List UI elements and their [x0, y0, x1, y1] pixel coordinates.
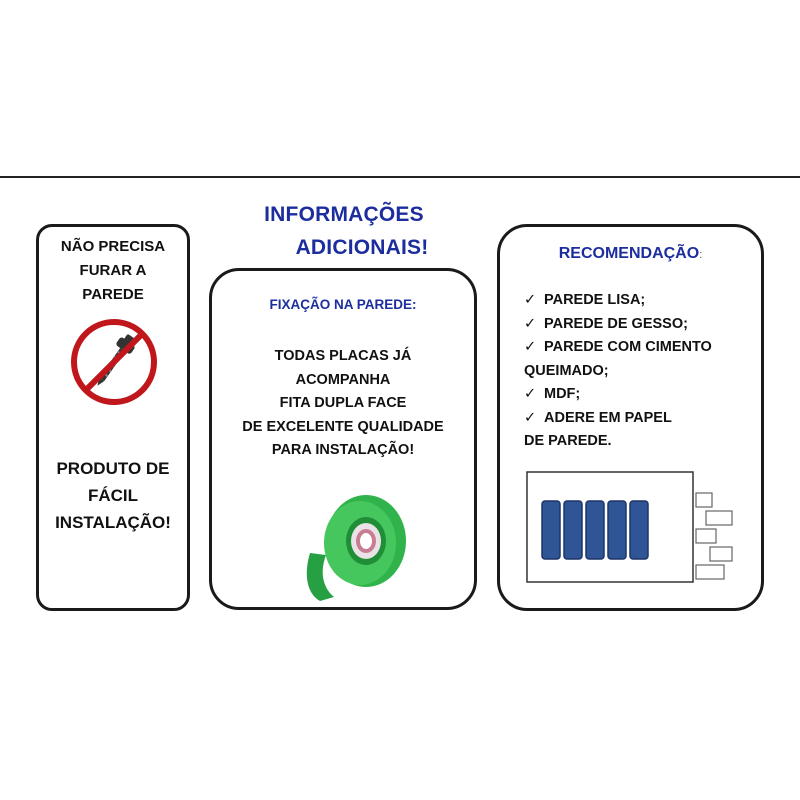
wall-fixing-line-3: FITA DUPLA FACE: [279, 395, 407, 411]
recommendation-heading: [500, 245, 761, 263]
list-item: [524, 289, 760, 313]
wall-fixing-body: [212, 345, 474, 463]
list-item-continuation: [524, 430, 760, 454]
wall-fixing-line-1: TODAS PLACAS JÁ: [274, 348, 412, 364]
tape-roll-icon: [290, 483, 408, 605]
no-drilling-line-3: PAREDE: [82, 286, 144, 303]
list-item-text: QUEIMADO;: [524, 362, 609, 379]
list-item-text: PAREDE COM CIMENTO: [544, 339, 712, 355]
easy-install-text: [39, 455, 187, 536]
no-drilling-card: [36, 224, 190, 611]
check-icon: ✓: [524, 339, 537, 355]
top-divider: [0, 176, 800, 178]
list-item-text: ADERE EM PAPEL: [544, 409, 672, 426]
recommendation-card: [497, 224, 764, 611]
list-item: [524, 407, 760, 431]
check-icon: ✓: [524, 315, 537, 332]
wall-fixing-card: [209, 268, 477, 610]
no-drilling-line-1: NÃO PRECISA: [60, 238, 166, 255]
wall-fixing-line-5: PARA INSTALAÇÃO!: [271, 442, 415, 458]
list-item-continuation: [524, 360, 760, 384]
no-drill-icon: [69, 317, 159, 407]
list-item-text: PAREDE LISA;: [544, 292, 646, 308]
list-item: [524, 336, 760, 360]
list-item-text: PAREDE DE GESSO;: [544, 315, 688, 332]
wall-fixing-line-4: DE EXCELENTE QUALIDADE: [242, 418, 444, 435]
wall-fixing-heading: FIXAÇÃO NA PAREDE:: [269, 297, 417, 312]
check-icon: ✓: [524, 386, 537, 402]
check-icon: ✓: [524, 409, 537, 426]
easy-install-line-1: PRODUTO DE: [56, 459, 170, 478]
recommendation-heading-colon: :: [699, 249, 703, 261]
list-item: [524, 383, 760, 407]
easy-install-line-2: FÁCIL: [87, 486, 139, 505]
easy-install-line-3: INSTALAÇÃO!: [55, 513, 171, 532]
list-item-text: MDF;: [544, 386, 581, 402]
no-drilling-line-2: FURAR A: [79, 262, 147, 279]
title-line-1: INFORMAÇÕES: [264, 203, 424, 226]
recommendation-list: [524, 289, 760, 454]
recommendation-heading-text: RECOMENDAÇÃO: [558, 245, 700, 262]
title-line-2: ADICIONAIS!: [295, 236, 429, 259]
check-icon: ✓: [524, 292, 537, 308]
list-item: [524, 313, 760, 337]
wall-fixing-line-2: ACOMPANHA: [295, 371, 391, 388]
list-item-text: DE PAREDE.: [524, 433, 612, 449]
no-drilling-text: [39, 235, 187, 307]
wall-panels-icon: [526, 471, 740, 585]
page-title: [228, 198, 478, 264]
